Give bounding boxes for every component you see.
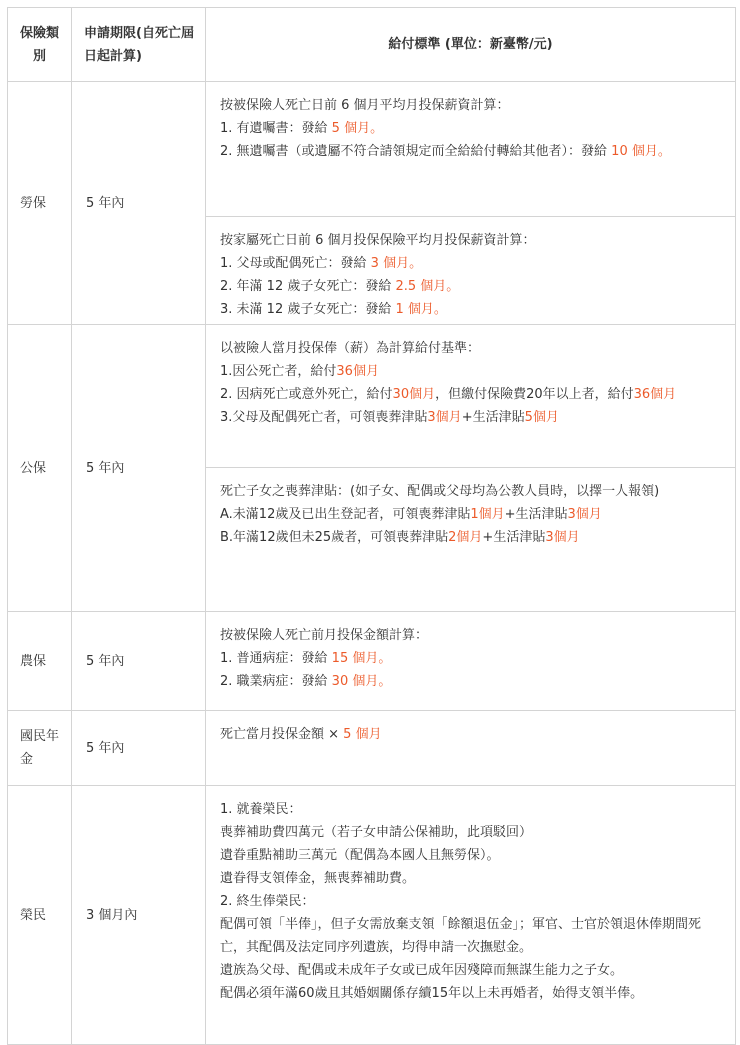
standard-text: 1. 就養榮民： [220, 802, 302, 817]
highlighted-amount: 5 個月 [343, 727, 382, 742]
standard-text: 2. 終生俸榮民： [220, 894, 315, 909]
standard-line [220, 647, 721, 670]
standard-line [220, 406, 721, 429]
standard-text: 配偶可領「半俸」，但子女需放棄支領「餘額退伍金」；軍官、士官於領退休俸期間死亡，其配偶及法定同序列遺族，均得申請一次撫慰金。 [220, 917, 702, 955]
highlighted-amount: 3個月 [427, 410, 462, 425]
standard-line [220, 982, 721, 1005]
standard-text: 2. 年滿 12 歲子女死亡：發給 [220, 279, 396, 294]
table-row [8, 711, 736, 786]
standard-line [220, 723, 721, 746]
standard-line [220, 670, 721, 693]
standard-line [220, 867, 721, 890]
standard-text: 配偶必須年滿60歲且其婚姻關係存續15年以上未再婚者，始得支領半俸。 [220, 986, 644, 1001]
payment-standard-block [206, 216, 735, 324]
standard-text: 1. 父母或配偶死亡：發給 [220, 256, 371, 271]
payment-standard-block [206, 711, 735, 785]
standard-line [220, 503, 721, 526]
highlighted-amount: 30個月 [392, 387, 436, 402]
table-row [8, 612, 736, 711]
payment-standard-block [206, 786, 735, 1044]
payment-standard-cell [206, 711, 736, 786]
table-row [8, 786, 736, 1045]
standard-line [220, 821, 721, 844]
standard-line [220, 526, 721, 549]
standard-text: +生活津貼 [461, 410, 525, 425]
payment-standard-block [206, 325, 735, 467]
standard-text: 死亡當月投保金額 × [220, 727, 344, 742]
highlighted-amount: 1個月 [470, 507, 505, 522]
highlighted-amount: 5個月 [524, 410, 559, 425]
standard-text: +生活津貼 [482, 530, 546, 545]
standard-line [220, 844, 721, 867]
standard-text: 1. 普通病症：發給 [220, 651, 332, 666]
standard-text: +生活津貼 [504, 507, 568, 522]
highlighted-amount: 30 個月。 [331, 674, 392, 689]
highlighted-amount: 2個月 [448, 530, 483, 545]
application-period-cell: 3 個月內 [72, 786, 206, 1045]
standard-text: 喪葬補助費四萬元（若子女申請公保補助，此項駁回） [220, 825, 533, 840]
standard-line [220, 140, 721, 163]
highlighted-amount: 3 個月。 [370, 256, 423, 271]
standard-text: 遺族為父母、配偶或未成年子女或已成年因殘障而無謀生能力之子女。 [220, 963, 624, 978]
standard-line [220, 229, 721, 252]
standard-text: 按家屬死亡日前 6 個月投保保險平均月投保薪資計算： [220, 233, 536, 248]
standard-line [220, 913, 721, 959]
standard-line [220, 275, 721, 298]
standard-line [220, 337, 721, 360]
highlighted-amount: 36個月 [336, 364, 379, 379]
application-period-cell: 5 年內 [72, 325, 206, 612]
standard-text: 2. 因病死亡或意外死亡，給付 [220, 387, 393, 402]
standard-text: 3. 未滿 12 歲子女死亡：發給 [220, 302, 396, 317]
standard-text: A.未滿12歲及已出生登記者，可領喪葬津貼 [220, 507, 471, 522]
header-application-period: 申請期限(自死亡屆日起計算) [72, 8, 206, 82]
standard-text: 死亡子女之喪葬津貼：(如子女、配偶或父母均為公教人員時，以擇一人報領) [220, 484, 660, 499]
highlighted-amount: 5 個月。 [331, 121, 384, 136]
standard-text: 按被保險人死亡日前 6 個月平均月投保薪資計算： [220, 98, 510, 113]
payment-standard-block [206, 612, 735, 710]
payment-standard-block [206, 82, 735, 216]
standard-text: ，但繳付保險費20年以上者，給付 [435, 387, 634, 402]
insurance-type-cell: 勞保 [8, 82, 72, 325]
highlighted-amount: 3個月 [567, 507, 602, 522]
standard-line [220, 360, 721, 383]
highlighted-amount: 36個月 [633, 387, 677, 402]
header-insurance-type: 保險類別 [8, 8, 72, 82]
standard-line [220, 890, 721, 913]
highlighted-amount: 10 個月。 [611, 144, 671, 159]
standard-text: 遺眷得支領俸金，無喪葬補助費。 [220, 871, 416, 886]
standard-text: 2. 職業病症：發給 [220, 674, 332, 689]
header-payment-standard: 給付標準 (單位：新臺幣/元) [206, 8, 736, 82]
standard-line [220, 480, 721, 503]
payment-standard-cell [206, 325, 736, 612]
standard-line [220, 624, 721, 647]
highlighted-amount: 1 個月。 [395, 302, 447, 317]
standard-line [220, 117, 721, 140]
benefits-table [7, 7, 736, 1045]
table-header-row [8, 8, 736, 82]
highlighted-amount: 15 個月。 [331, 651, 392, 666]
standard-text: 3.父母及配偶死亡者，可領喪葬津貼 [220, 410, 428, 425]
standard-text: 1. 有遺囑書：發給 [220, 121, 332, 136]
standard-line [220, 383, 721, 406]
payment-standard-cell [206, 82, 736, 325]
insurance-type-cell: 農保 [8, 612, 72, 711]
insurance-type-cell: 榮民 [8, 786, 72, 1045]
standard-line [220, 252, 721, 275]
standard-text: B.年滿12歲但未25歲者，可領喪葬津貼 [220, 530, 449, 545]
payment-standard-cell [206, 786, 736, 1045]
standard-line [220, 798, 721, 821]
standard-text: 1.因公死亡者，給付 [220, 364, 337, 379]
table-row [8, 82, 736, 325]
highlighted-amount: 2.5 個月。 [395, 279, 460, 294]
standard-text: 2. 無遺囑書（或遺屬不符合請領規定而全給給付轉給其他者）：發給 [220, 144, 612, 159]
standard-line [220, 94, 721, 117]
application-period-cell: 5 年內 [72, 82, 206, 325]
standard-text: 按被保險人死亡前月投保金額計算： [220, 628, 429, 643]
standard-line [220, 298, 721, 321]
standard-text: 遺眷重點補助三萬元（配偶為本國人且無勞保）。 [220, 848, 500, 863]
insurance-type-cell: 國民年金 [8, 711, 72, 786]
insurance-type-cell: 公保 [8, 325, 72, 612]
table-row [8, 325, 736, 612]
payment-standard-cell [206, 612, 736, 711]
application-period-cell: 5 年內 [72, 612, 206, 711]
payment-standard-block [206, 467, 735, 611]
highlighted-amount: 3個月 [545, 530, 580, 545]
standard-text: 以被險人當月投保俸（薪）為計算給付基準： [220, 341, 481, 356]
standard-line [220, 959, 721, 982]
application-period-cell: 5 年內 [72, 711, 206, 786]
